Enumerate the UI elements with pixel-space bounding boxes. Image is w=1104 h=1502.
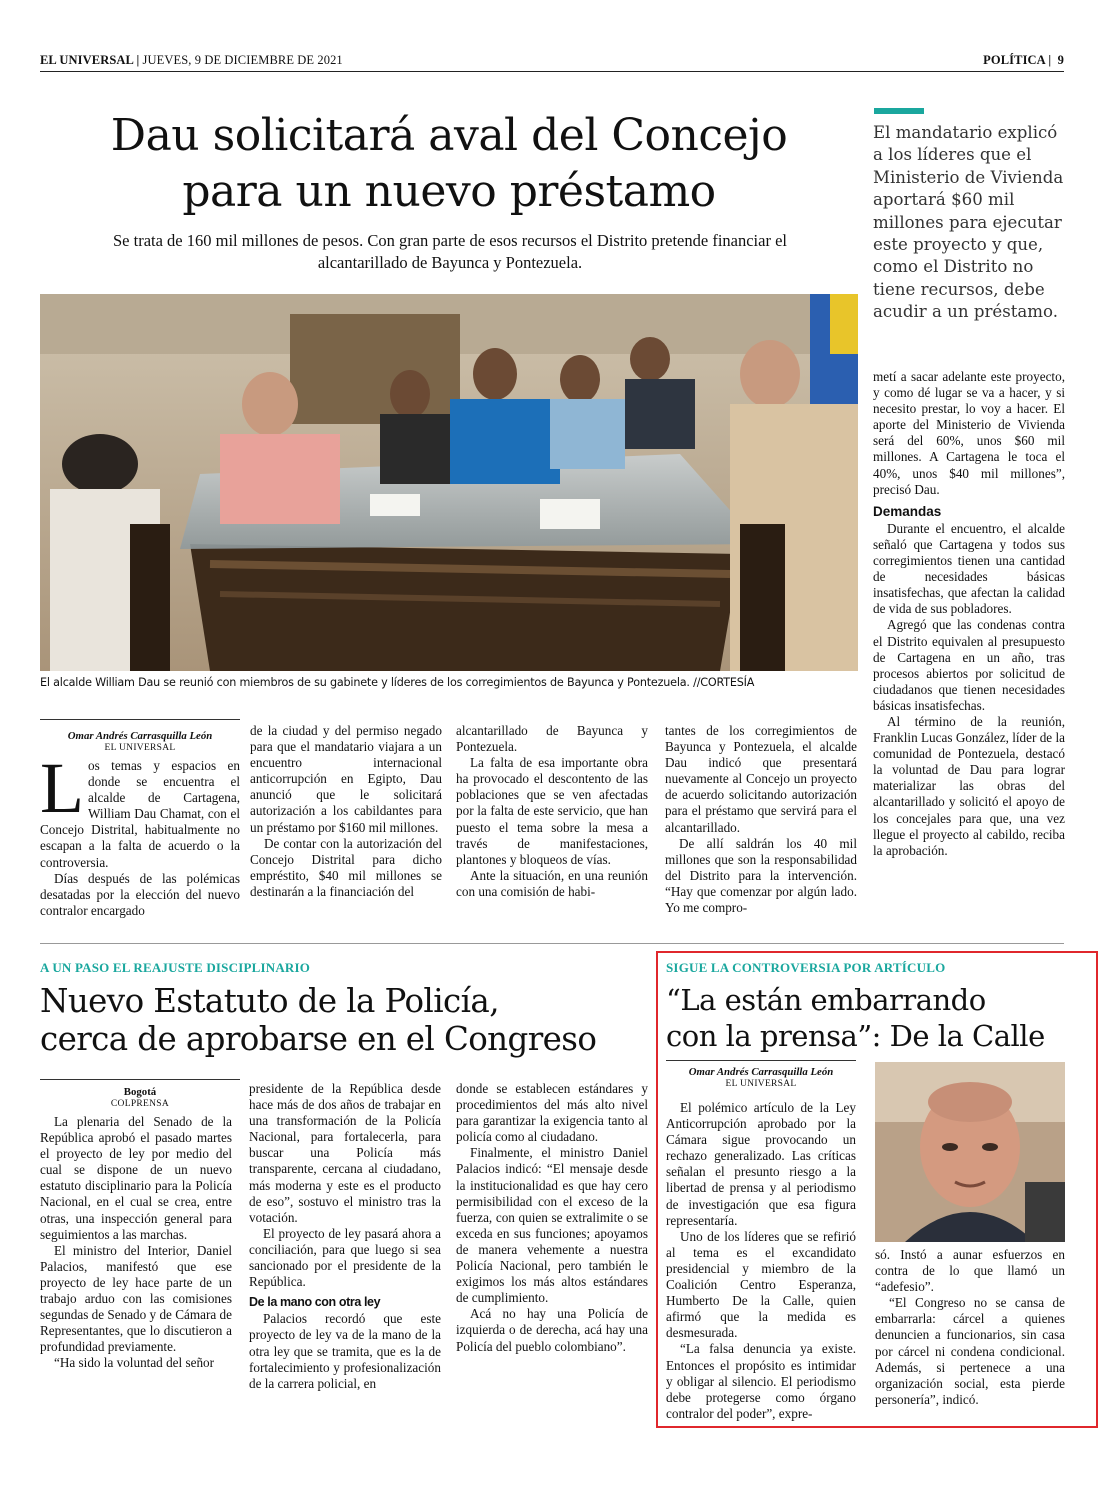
police-col-1 xyxy=(40,1114,232,1426)
byline-org: EL UNIVERSAL xyxy=(104,743,176,753)
calle-byline xyxy=(666,1066,856,1090)
portrait-photo xyxy=(875,1062,1065,1242)
police-col-3 xyxy=(456,1081,648,1426)
main-col4-p1: tantes de los corregimientos de Bayunca y Pontezuela, el alcalde Dau indicó que presentará nuevamente al Concejo un proyecto de acuerdo solicitando autorización para el préstamo que servirá para el alcantarillado. xyxy=(665,723,857,835)
brand-name: EL UNIVERSAL | xyxy=(40,53,140,67)
calle-kicker: SIGUE LA CONTROVERSIA POR ARTÍCULO xyxy=(666,960,946,975)
byline-name: Omar Andrés Carrasquilla León xyxy=(67,730,213,742)
calle-byline-name: Omar Andrés Carrasquilla León xyxy=(688,1066,834,1078)
police-col1-p1: La plenaria del Senado de la República aprobó el pasado martes el proyecto de ley por medio del cual se dispone de un nuevo estatuto disciplinario para la Policía Nacional, en el cual se crea, entre otras, una inspección general para seguimientos a las marchas. xyxy=(40,1114,232,1242)
police-col3-p2: Finalmente, el ministro Daniel Palacios indicó: “El mensaje desde la institucionalidad es que hay cero permisibilidad con el exceso de la fuerza, con quien se extralimite o se exceda en sus funciones; apoyamos de manera vehemente a nuestra Policía Nacional, pero también le exigimos los más altos estándares de cumplimiento. xyxy=(456,1145,648,1306)
police-col1-p3: “Ha sido la voluntad del señor xyxy=(54,1355,215,1371)
main-col2-p1: de la ciudad y del permiso negado para que el mandatario viajara a un encuentro internacional anticorrupción en Egipto, Dau anunció que le solicitará autorización a los cabildantes para un préstamo por $160 mil millones. xyxy=(250,723,442,835)
police-headline-line1: Nuevo Estatuto de la Policía, xyxy=(40,982,499,1020)
calle-col2-p1: só. Instó a aunar esfuerzos en contra de lo que llamó un “adefesio”. xyxy=(875,1247,1065,1295)
main-byline xyxy=(40,730,240,754)
side-quote: El mandatario explicó a los líderes que el Ministerio de Vivienda aportará $60 mil millones para ejecutar este proyecto y que, como el Distrito no tiene recursos, debe acudir a un préstamo. xyxy=(873,123,1064,322)
police-byline-rule xyxy=(40,1079,240,1080)
main-col1-p2: Días después de las polémicas desatadas por la elección del nuevo contralor encargado xyxy=(40,870,240,918)
main-subhead: Se trata de 160 mil millones de pesos. Con gran parte de esos recursos el Distrito pretende financiar el alcantarillado de Bayunca y Pontezuela. xyxy=(112,231,787,272)
main-col-3 xyxy=(456,723,648,933)
main-col3-p3: Ante la situación, en una reunión con una comisión de habi- xyxy=(456,867,648,899)
section-name: POLÍTICA | xyxy=(983,53,1052,67)
photo-caption xyxy=(40,676,858,689)
main-col4-p2: De allí saldrán los 40 mil millones que son la responsabilidad del Distrito para la intervención. “Hay que comenzar por algún lado. Yo me compro- xyxy=(665,835,857,916)
police-kicker: A UN PASO EL REAJUSTE DISCIPLINARIO xyxy=(40,960,311,975)
calle-headline xyxy=(666,982,1086,1054)
byline-rule xyxy=(40,719,240,720)
calle-col1-p1: El polémico artículo de la Ley Anticorrupción aprobado por la Cámara sigue provocando un rechazo generalizado. Las críticas señalan el presunto riesgo a la libertad de prensa y al periodismo de investigación que esa figura representaría. xyxy=(666,1100,856,1228)
police-col1-p2: El ministro del Interior, Daniel Palacios, manifestó que ese proyecto de ley hace parte de un trabajo arduo con las comisiones segundas de Senado y de Cámara de Representantes, que lo discutieron a profundidad previamente. xyxy=(40,1242,232,1355)
folio-right xyxy=(983,53,1064,68)
calle-byline-org: EL UNIVERSAL xyxy=(725,1079,797,1089)
section-divider xyxy=(40,943,1064,944)
police-col3-p3: Acá no hay una Policía de izquierda o de derecha, acá hay una Policía del pueblo colombiano”. xyxy=(456,1306,648,1354)
side-quote-accent-bar xyxy=(874,108,924,114)
main-col5-p1: metí a sacar adelante este proyecto, y como dé lugar se va a hacer, y si necesito prestar, lo voy a hacer. El aporte del Ministerio de Vivienda será del 60%, unos $60 mil millones. A Cartagena le toca el 40%, unos $40 mil millones”, precisó Dau. xyxy=(873,369,1065,497)
police-col3-p1: donde se establecen estándares y procedimientos del más alto nivel para garantizar la exigencia tanto al policía como al ciudadano. xyxy=(456,1081,648,1145)
calle-col1-p3: “La falsa denuncia ya existe. Entonces el propósito es intimidar y obligar al silencio. El periodismo debe protegerse como órgano contralor del poder”, expre- xyxy=(666,1341,856,1421)
calle-col1-p2: Uno de los líderes que se refirió al tema es el excandidato presidencial y miembro de la Coalición Centro Esperanza, Humberto De la Calle, quien afirmó que la medida es desmesurada. xyxy=(666,1228,856,1341)
calle-headline-line2: con la prensa”: De la Calle xyxy=(666,1019,1045,1053)
page-number: 9 xyxy=(1057,53,1064,67)
main-col-5 xyxy=(873,369,1065,932)
main-col5-p4: Al término de la reunión, Franklin Lucas González, líder de la comunidad de Pontezuela, destacó la voluntad de Dau para lograr materializar las obras del alcantarillado y solicitó el apoyo de los concejales para que, una vez llegue el proyecto al cabildo, reciba la aprobación. xyxy=(873,713,1065,858)
main-col2-p2: De contar con la autorización del Concejo Distrital para dicho empréstito, $40 mil millones se destinarán a la financiación del xyxy=(250,835,442,899)
main-headline-line1: Dau solicitará aval del Concejo xyxy=(110,110,788,161)
police-col2-p1: presidente de la República desde hace más de dos años de trabajar en una transformación de la Policía Nacional, para fortalecerla, para buscar una Policía más transparente, cercana al ciudadano, más moderna y este es el producto de eso”, sostuvo el ministro tras la votación. xyxy=(249,1081,441,1225)
portrait-illustration xyxy=(875,1062,1065,1242)
main-headline xyxy=(40,108,858,220)
calle-col2-p2: “El Congreso no se cansa de embarrarla: cárcel a quienes denuncien a funcionarios, sin casa por cárcel ni condena condicional. Además, si pertenece a una organización social, esta pierde personería”, indicó. xyxy=(875,1295,1065,1407)
police-byline xyxy=(40,1086,240,1110)
section-subhead-demandas: Demandas xyxy=(873,503,942,519)
police-subhead: De la mano con otra ley xyxy=(249,1295,381,1310)
caption-credit: //CORTESÍA xyxy=(689,676,755,689)
police-headline-line2: cerca de aprobarse en el Congreso xyxy=(40,1020,597,1058)
calle-byline-rule xyxy=(666,1060,856,1061)
calle-headline-line1: “La están embarrando xyxy=(666,983,986,1017)
folio-left xyxy=(40,53,343,68)
main-col-1 xyxy=(40,758,240,928)
main-col5-p2: Durante el encuentro, el alcalde señaló que Cartagena y todos sus corregimientos tienen una cantidad de necesidades básicas insatisfechas, que afectan la calidad de vida de sus pobladores. xyxy=(873,520,1065,617)
meeting-photo-illustration xyxy=(40,294,858,671)
folio-rule xyxy=(40,71,1064,72)
dropcap-letter: L xyxy=(40,758,84,828)
police-headline xyxy=(40,982,650,1058)
main-col1-p1: os temas y espacios en donde se encuentra el alcalde de Cartagena, William Dau Chamat, con el Concejo Distrital, habitualmente no escapan a la falta de acuerdo o la controversia. xyxy=(40,758,240,870)
caption-text: El alcalde William Dau se reunió con miembros de su gabinete y líderes de los corregimientos de Bayunca y Pontezuela. xyxy=(40,676,690,689)
byline-agency: COLPRENSA xyxy=(110,1099,170,1109)
byline-place: Bogotá xyxy=(123,1086,157,1098)
main-headline-line2: para un nuevo préstamo xyxy=(182,166,716,217)
police-col2-p2: El proyecto de ley pasará ahora a conciliación, para que luego si sea sancionado por el presidente de la República. xyxy=(249,1225,441,1290)
police-col-2 xyxy=(249,1081,441,1426)
calle-col-2 xyxy=(875,1247,1065,1422)
meeting-photo xyxy=(40,294,858,671)
main-col3-p1: alcantarillado de Bayunca y Pontezuela. xyxy=(456,723,648,755)
police-col2-p3: Palacios recordó que este proyecto de ley va de la mano de la otra ley que se tramita, que es la de fortalecimiento y profesionalización de la carrera policial, en xyxy=(249,1311,441,1391)
issue-date: JUEVES, 9 DE DICIEMBRE DE 2021 xyxy=(139,53,343,67)
main-col-4 xyxy=(665,723,857,933)
calle-col-1 xyxy=(666,1100,856,1422)
main-col-2 xyxy=(250,723,442,933)
main-col5-p3: Agregó que las condenas contra el Distrito equivalen al presupuesto de Cartagena en un año, tras procesos abiertos por solicitud de ciudadanos que tienen necesidades básicas insatisfechas. xyxy=(873,617,1065,713)
main-col3-p2: La falta de esa importante obra ha provocado el descontento de las poblaciones que se ven afectadas por la falta de este servicio, que han puesto el tema sobre la mesa a través de manifestaciones, plantones y bloqueos de vías. xyxy=(456,755,648,867)
